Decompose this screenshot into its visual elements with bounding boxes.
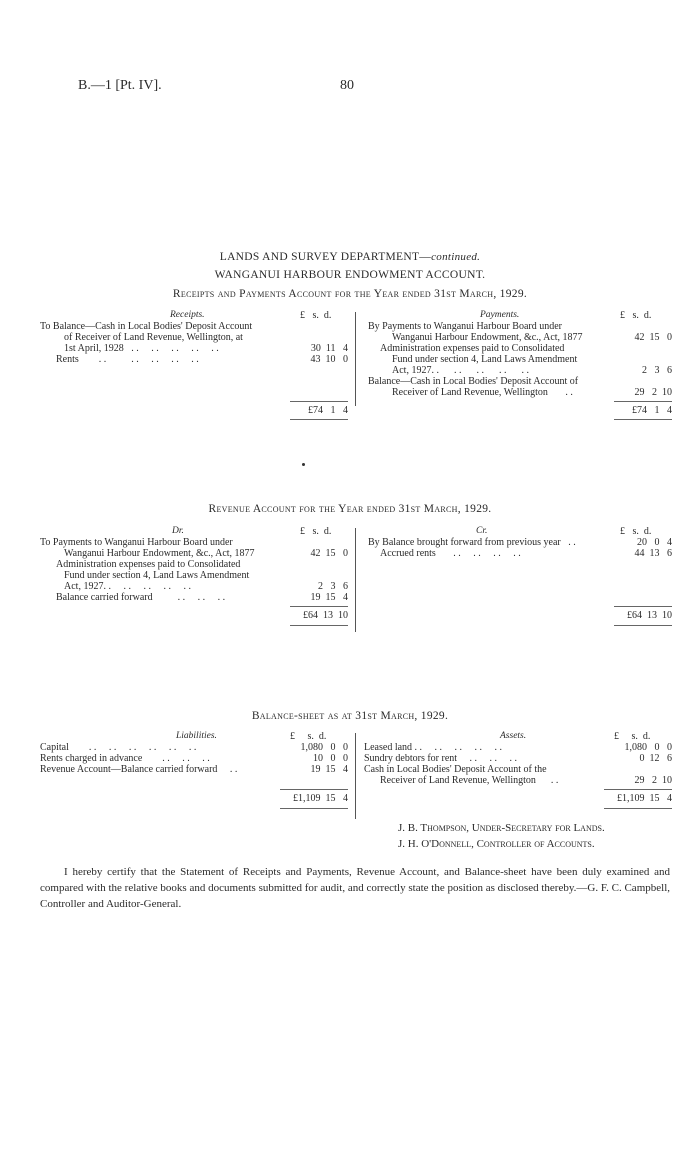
asset-line: Receiver of Land Revenue, Wellington . . <box>380 775 559 786</box>
debit-line: Wanganui Harbour Endowment, &c., Act, 1877 <box>64 548 255 559</box>
audit-certificate: I hereby certify that the Statement of Receipts and Payments, Revenue Account, and Balance-sheet have been duly examined and compared with the relative books and documents submitted for audit, and correctly state the position as disclosed thereby.—G. F. C. Campbell, Controller and Auditor-General. <box>40 866 670 910</box>
assets-heading: Assets. <box>500 731 527 741</box>
credit-money-heading: £ s. d. <box>620 526 652 537</box>
column-divider <box>355 733 356 819</box>
receipt-amount: 30 11 4 <box>310 343 348 354</box>
credit-amount: 20 0 4 <box>637 537 672 548</box>
page-speck <box>302 463 305 466</box>
debit-total: £64 13 10 <box>303 610 348 621</box>
balance-sheet-title: Balance-sheet as at 31st March, 1929. <box>251 710 449 722</box>
account-title: WANGANUI HARBOUR ENDOWMENT ACCOUNT. <box>214 269 486 281</box>
credit-heading: Cr. <box>476 526 488 536</box>
total-rule <box>280 789 348 790</box>
debit-line: Fund under section 4, Land Laws Amendment <box>64 570 250 581</box>
liability-line: Rents charged in advance . . . . . . <box>40 753 210 764</box>
credit-line: Accrued rents . . . . . . . . <box>380 548 521 559</box>
payment-line: Receiver of Land Revenue, Wellington . . <box>392 387 573 398</box>
department-title-continued: continued. <box>431 251 481 263</box>
debit-amount: 19 15 4 <box>310 592 348 603</box>
payments-heading: Payments. <box>480 310 520 320</box>
debit-amount: 42 15 0 <box>310 548 348 559</box>
revenue-title: Revenue Account for the Year ended 31st March, 1929. <box>208 503 492 515</box>
liabilities-money-heading: £ s. d. <box>290 731 327 742</box>
payment-line: Fund under section 4, Land Laws Amendment <box>392 354 578 365</box>
asset-line: Leased land . . . . . . . . . . <box>364 742 503 753</box>
liability-line: Revenue Account—Balance carried forward . . <box>40 764 238 775</box>
asset-line: Sundry debtors for rent . . . . . . <box>364 753 518 764</box>
receipt-line: 1st April, 1928 . . . . . . . . . . <box>64 343 219 354</box>
payments-money-heading: £ s. d. <box>620 310 652 321</box>
total-rule <box>280 808 348 809</box>
total-rule <box>290 606 348 607</box>
total-rule <box>604 789 672 790</box>
receipts-total: £74 1 4 <box>308 405 348 416</box>
debit-line: Administration expenses paid to Consolidated <box>56 559 241 570</box>
total-rule <box>290 419 348 420</box>
receipt-line: To Balance—Cash in Local Bodies' Deposit Account <box>40 321 253 332</box>
asset-amount: 29 2 10 <box>634 775 672 786</box>
payment-amount: 29 2 10 <box>634 387 672 398</box>
debit-line: Act, 1927. . . . . . . . . . <box>64 581 191 592</box>
credit-line: By Balance brought forward from previous year . . <box>368 537 576 548</box>
liability-amount: 19 15 4 <box>310 764 348 775</box>
receipts-money-heading: £ s. d. <box>300 310 332 321</box>
payment-line: Balance—Cash in Local Bodies' Deposit Account of <box>368 376 579 387</box>
payments-total: £74 1 4 <box>632 405 672 416</box>
total-rule <box>614 625 672 626</box>
liabilities-heading: Liabilities. <box>176 731 217 741</box>
signature-under-secretary: J. B. Thompson, Under-Secretary for Lands. <box>398 822 605 834</box>
credit-total: £64 13 10 <box>627 610 672 621</box>
total-rule <box>614 606 672 607</box>
page-number: 80 <box>340 78 354 93</box>
liability-amount: 1,080 0 0 <box>300 742 348 753</box>
total-rule <box>614 419 672 420</box>
credit-amount: 44 13 6 <box>634 548 672 559</box>
total-rule <box>604 808 672 809</box>
assets-total: £1,109 15 4 <box>617 793 672 804</box>
debit-money-heading: £ s. d. <box>300 526 332 537</box>
liabilities-total: £1,109 15 4 <box>293 793 348 804</box>
receipt-line: of Receiver of Land Revenue, Wellington, at <box>64 332 243 343</box>
department-title-text: LANDS AND SURVEY DEPARTMENT— <box>219 251 432 263</box>
receipts-heading: Receipts. <box>170 310 205 320</box>
assets-money-heading: £ s. d. <box>614 731 651 742</box>
total-rule <box>290 401 348 402</box>
payment-line: Wanganui Harbour Endowment, &c., Act, 1877 <box>392 332 583 343</box>
debit-line: To Payments to Wanganui Harbour Board under <box>40 537 233 548</box>
receipts-payments-title: Receipts and Payments Account for the Year ended 31st March, 1929. <box>172 288 528 300</box>
payment-line: Act, 1927. . . . . . . . . . <box>392 365 529 376</box>
signature-controller: J. H. O'Donnell, Controller of Accounts. <box>398 838 595 850</box>
payment-amount: 2 3 6 <box>642 365 672 376</box>
payment-line: By Payments to Wanganui Harbour Board under <box>368 321 562 332</box>
liability-line: Capital . . . . . . . . . . . . <box>40 742 197 753</box>
asset-amount: 1,080 0 0 <box>624 742 672 753</box>
asset-amount: 0 12 6 <box>639 753 672 764</box>
receipt-amount: 43 10 0 <box>310 354 348 365</box>
department-title <box>0 251 700 263</box>
debit-amount: 2 3 6 <box>318 581 348 592</box>
liability-amount: 10 0 0 <box>313 753 348 764</box>
column-divider <box>355 312 356 406</box>
debit-heading: Dr. <box>172 526 184 536</box>
payment-amount: 42 15 0 <box>634 332 672 343</box>
asset-line: Cash in Local Bodies' Deposit Account of the <box>364 764 547 775</box>
column-divider <box>355 528 356 632</box>
page-ref: B.—1 [Pt. IV]. <box>78 78 162 93</box>
receipt-line: Rents . . . . . . . . . . <box>56 354 199 365</box>
debit-line: Balance carried forward . . . . . . <box>56 592 226 603</box>
total-rule <box>614 401 672 402</box>
total-rule <box>290 625 348 626</box>
payment-line: Administration expenses paid to Consolidated <box>380 343 565 354</box>
